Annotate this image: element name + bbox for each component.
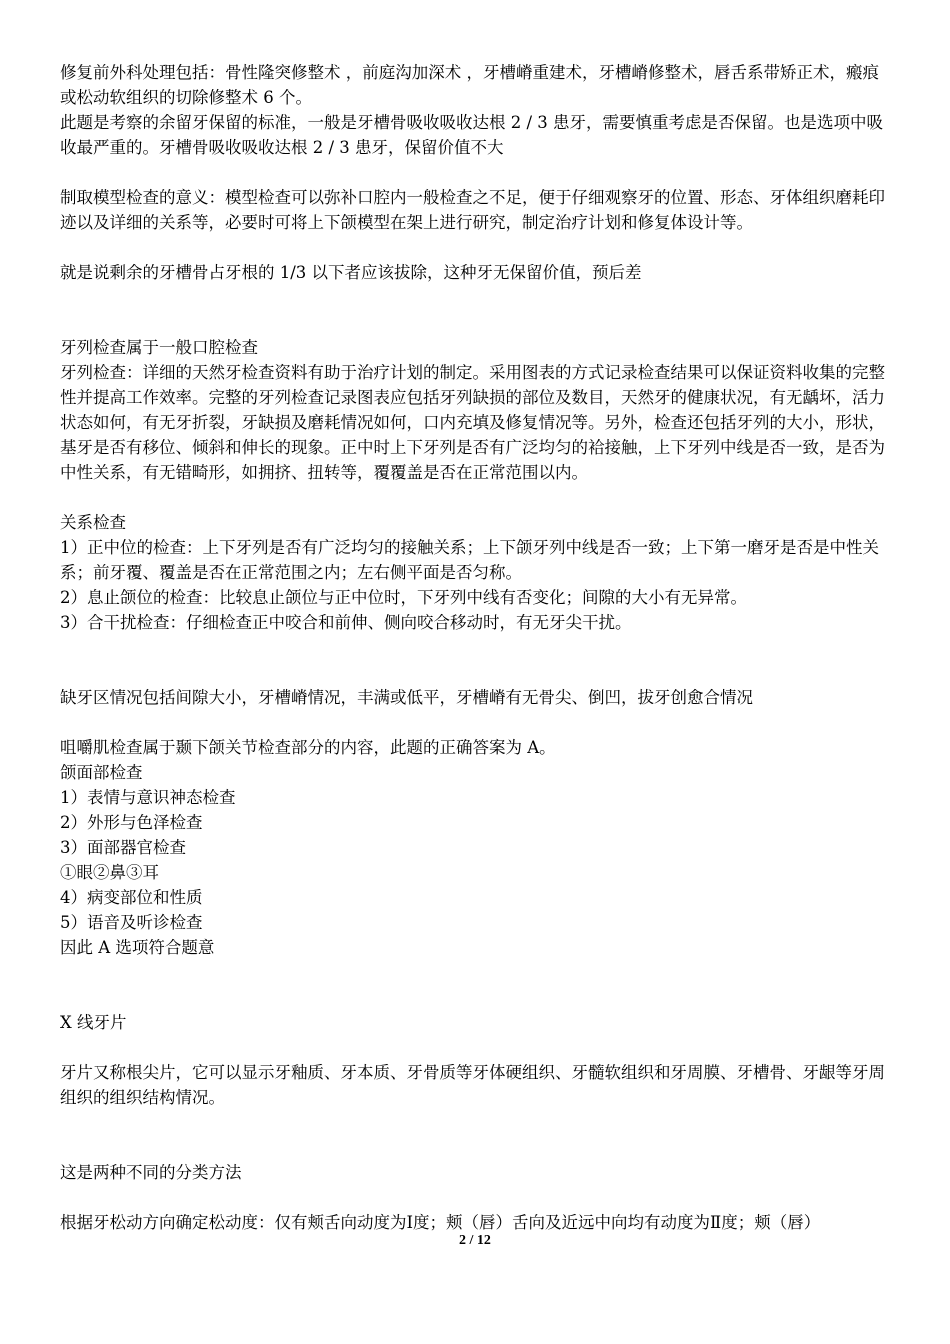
paragraph-masticatory: 咀嚼肌检查属于颞下颌关节检查部分的内容，此题的正确答案为 A。 — [60, 738, 556, 757]
paragraph-retention: 此题是考察的余留牙保留的标准，一般是牙槽骨吸收吸收达根 2 / 3 患牙，需要慎重考虑是否保留。也是选项中吸收最严重的。牙槽骨吸收吸收达根 2 / 3 患牙，保留价值不大 — [60, 113, 884, 157]
paragraph-mobility: 根据牙松动方向确定松动度：仅有颊舌向动度为Ⅰ度；颊（唇）舌向及近远中向均有动度为Ⅱ度；颊（唇） — [60, 1213, 821, 1232]
list-item-eye-nose-ear: ①眼②鼻③耳 — [60, 863, 159, 882]
list-item-appearance: 2）外形与色泽检查 — [60, 813, 203, 832]
paragraph-classification: 这是两种不同的分类方法 — [60, 1163, 242, 1182]
paragraph-model-check: 制取模型检查的意义：模型检查可以弥补口腔内一般检查之不足，便于仔细观察牙的位置、形态、牙体组织磨耗印迹以及详细的关系等，必要时可将上下颌模型在架上进行研究，制定治疗计划和修复体设计等。 — [60, 188, 885, 232]
list-item-organs: 3）面部器官检查 — [60, 838, 186, 857]
heading-maxillofacial: 颌面部检查 — [60, 763, 143, 782]
list-item-speech: 5）语音及听诊检查 — [60, 913, 203, 932]
paragraph-gap: 缺牙区情况包括间隙大小，牙槽嵴情况，丰满或低平，牙槽嵴有无骨尖、倒凹，拔牙创愈合情况 — [60, 688, 753, 707]
paragraph-answer-a: 因此 A 选项符合题意 — [60, 938, 215, 957]
paragraph-dentition: 牙列检查：详细的天然牙检查资料有助于治疗计划的制定。采用图表的方式记录检查结果可以保证资料收集的完整性并提高工作效率。完整的牙列检查记录图表应包括牙列缺损的部位及数目，天然牙的健康状况，有无龋坏，活力状态如何，有无牙折裂，牙缺损及磨耗情况如何，口内充填及修复情况等。另外，检查还包括牙列的大小，形状，基牙是否有移位、倾斜和伸长的现象。正中时上下牙列是否有广泛均匀的袷接触，上下牙列中线是否一致，是否为中性关系，有无错畸形，如拥挤、扭转等，覆覆盖是否在正常范围以内。 — [60, 363, 885, 482]
paragraph-surgery: 修复前外科处理包括：骨性隆突修整术 ，前庭沟加深术 ，牙槽嵴重建术，牙槽嵴修整术，唇舌系带矫正术，瘢痕或松动软组织的切除修整术 6 个。 — [60, 63, 879, 107]
list-item-centric: 1）正中位的检查：上下牙列是否有广泛均匀的接触关系；上下颌牙列中线是否一致；上下第一磨牙是否是中性关系；前牙覆、覆盖是否在正常范围之内；左右侧平面是否匀称。 — [60, 538, 879, 582]
list-item-interference: 3）合干扰检查：仔细检查正中咬合和前伸、侧向咬合移动时，有无牙尖干扰。 — [60, 613, 632, 632]
list-item-lesion: 4）病变部位和性质 — [60, 888, 203, 907]
page-number: 2 / 12 — [459, 1233, 491, 1248]
heading-xray: X 线牙片 — [60, 1013, 127, 1032]
paragraph-periapical: 牙片又称根尖片，它可以显示牙釉质、牙本质、牙骨质等牙体硬组织、牙髓软组织和牙周膜、牙槽骨、牙龈等牙周组织的组织结构情况。 — [60, 1063, 885, 1107]
paragraph-dentition-type: 牙列检查属于一般口腔检查 — [60, 338, 258, 357]
list-item-expression: 1）表情与意识神态检查 — [60, 788, 236, 807]
paragraph-extraction: 就是说剩余的牙槽骨占牙根的 1/3 以下者应该拔除，这种牙无保留价值，预后差 — [60, 263, 642, 282]
list-item-rest: 2）息止颌位的检查：比较息止颌位与正中位时，下牙列中线有否变化；间隙的大小有无异常。 — [60, 588, 747, 607]
heading-relation: 关系检查 — [60, 513, 126, 532]
